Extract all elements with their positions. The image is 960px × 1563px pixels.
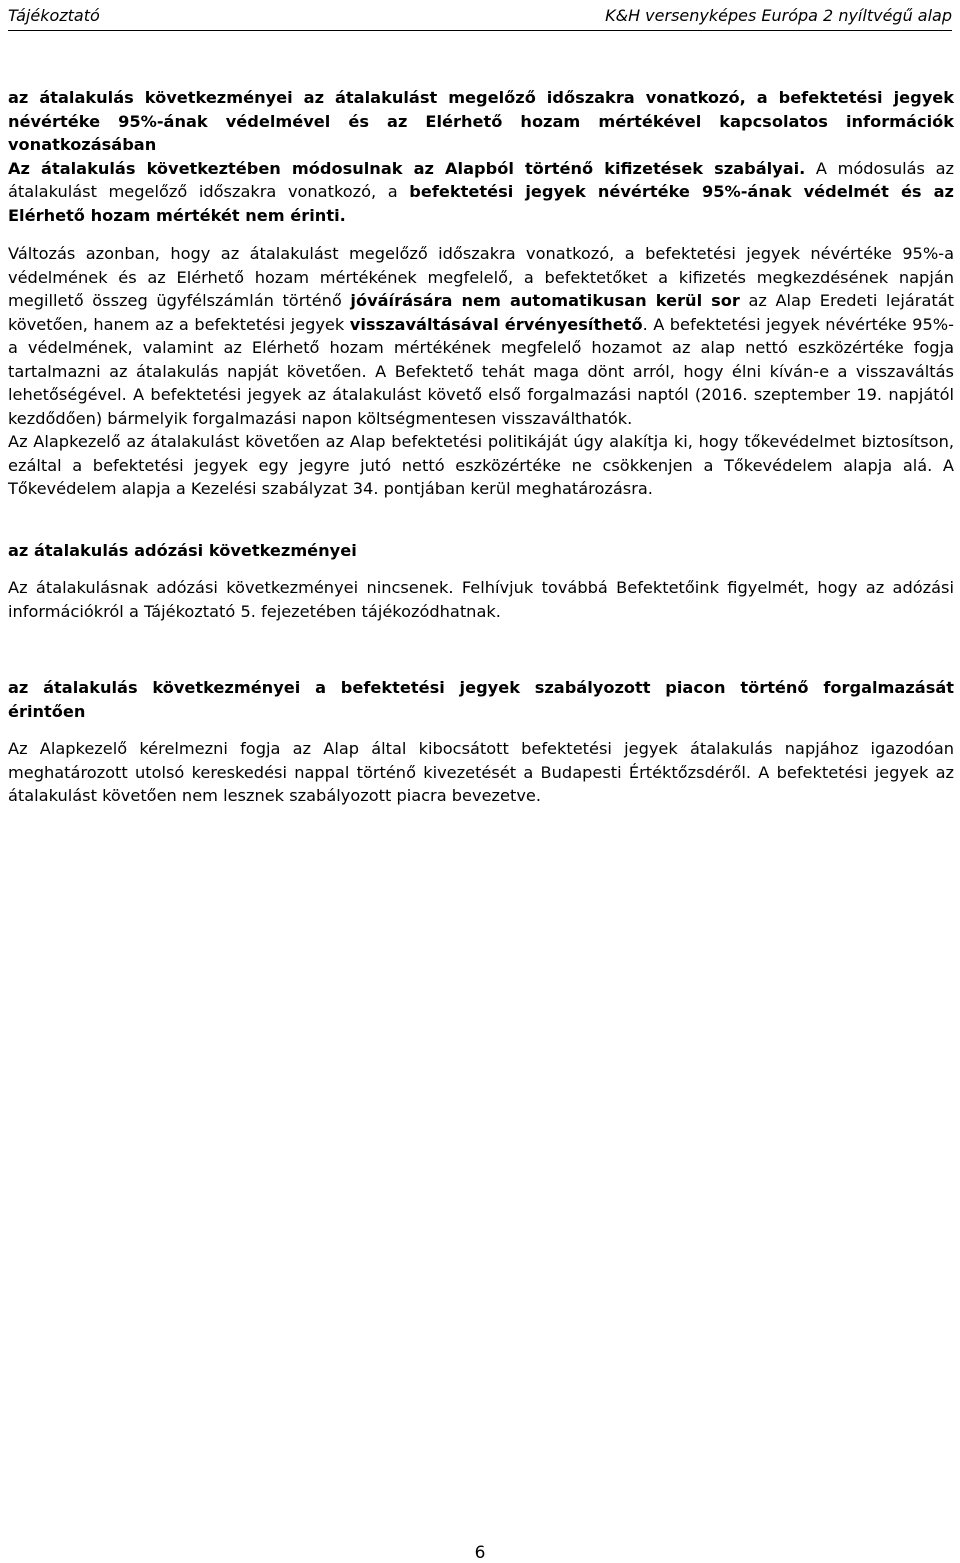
paragraph-redemption-change [8,242,954,430]
paragraph-tax: Az átalakulásnak adózási következményei nincsenek. Felhívjuk továbbá Befektetőink figyelmét, hogy az adózási információkról a Tájékoztató 5. fejezetében tájékozódhatnak. [8,578,954,621]
section-heading-tax: az átalakulás adózási következményei [8,540,357,560]
header-document-type: Tájékoztató [8,6,100,25]
section-heading-capital-protection: az átalakulás következményei az átalakulást megelőző időszakra vonatkozó, a befektetési jegyek névértéke 95%-ának védelmével és az Elérhető hozam mértékével kapcsolatos információk vonatkozásában [8,88,954,154]
credit-not-automatic-emphasis: jóváírására nem automatikusan kerül sor [350,291,740,310]
page-header [8,0,952,31]
redemption-enforceable-emphasis: visszaváltásával érvényesíthető [349,314,643,334]
document-body [8,86,954,808]
section-heading-regulated-market: az átalakulás következményei a befektetési jegyek szabályozott piacon történő forgalmazását érintően [8,678,954,721]
header-fund-name: K&H versenyképes Európa 2 nyíltvégű alap [605,6,952,25]
page-number: 6 [474,1543,486,1563]
redemption-text-c: . A befektetési jegyek névértéke 95%-a védelmének, valamint az Elérhető hozam mértékének megfelelő hozamot az alap nettó eszközértéke fogja tartalmazni az átalakulás napját követően. A Befektető tehát maga dönt arról, hogy élni kíván-e a visszaváltás lehetőségével. A befektetési jegyek az átalakulást követő első forgalmazási naptól (2016. szeptember 19. napjától kezdődően) bármelyik forgalmazási napon költségmentesen visszaválthatók. [8,314,954,428]
payout-rules-emphasis: Az átalakulás következtében módosulnak az Alapból történő kifizetések szabályai. [8,158,806,178]
payout-rules-text: A módosulás az átalakulást megelőző időszakra vonatkozó, a [8,158,954,201]
paragraph-investment-policy: Az Alapkezelő az átalakulást követően az Alap befektetési politikáját úgy alakítja ki, hogy tőkevédelmet biztosítson, ezáltal a befektetési jegyek egy jegyre jutó nettó eszközértéke ne csökkenjen a Tőkevédelem alapja alá. A Tőkevédelem alapja a Kezelési szabályzat 34. pontjában kerül meghatározásra. [8,432,954,498]
paragraph-payout-rules [8,157,954,228]
protection-unaffected-emphasis: befektetési jegyek névértéke 95%-ának védelmét és az Elérhető hozam mértékét nem érinti. [8,182,954,225]
paragraph-regulated-market: Az Alapkezelő kérelmezni fogja az Alap által kibocsátott befektetési jegyek átalakulás napjához igazodóan meghatározott utolsó kereskedési nappal történő kivezetését a Budapesti Értéktőzsdéről. A befektetési jegyek az átalakulást követően nem lesznek szabályozott piacra bevezetve. [8,739,954,805]
redemption-text-a: Változás azonban, hogy az átalakulást megelőző időszakra vonatkozó, a befektetési jegyek névértéke 95%-a védelmének és az Elérhető hozam mértékének megfelelő, a befektetőket a kifizetés megkezdésének napján megillető összeg ügyfélszámlán történő [8,244,954,310]
redemption-text-b: az Alap Eredeti lejáratát követően, hanem az a befektetési jegyek [8,291,954,334]
